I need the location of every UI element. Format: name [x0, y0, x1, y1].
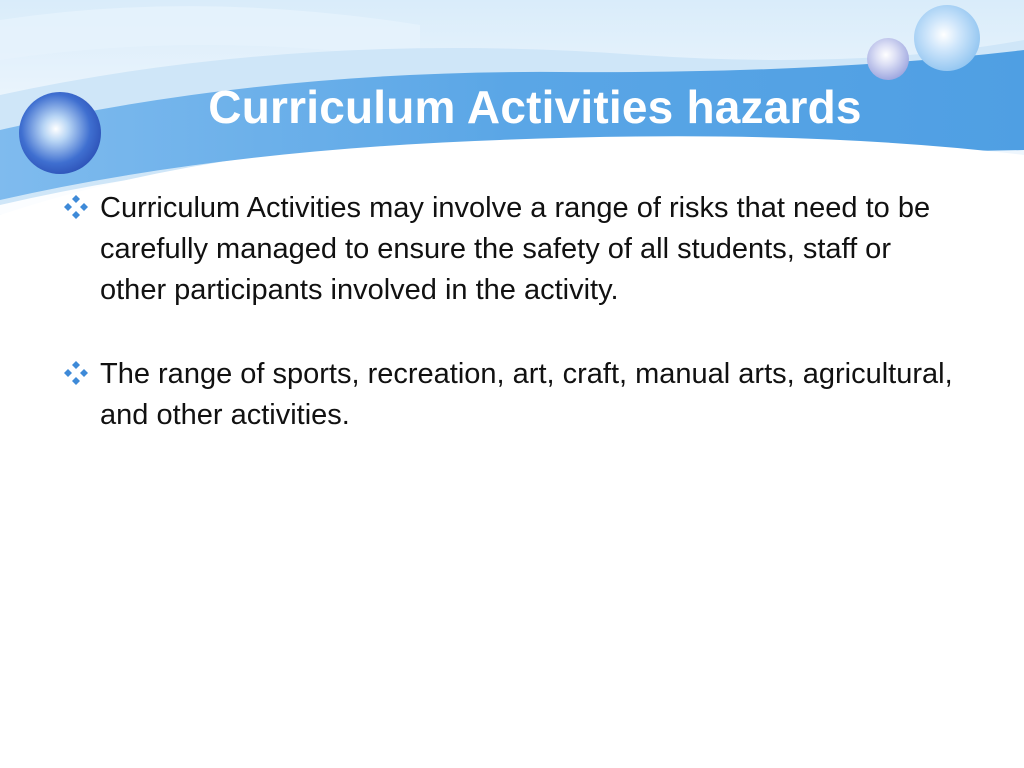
bullet-list: [60, 188, 960, 479]
bullet-item: [60, 354, 960, 436]
diamond-bullet-icon: [62, 359, 90, 387]
slide-title: Curriculum Activities hazards: [208, 81, 862, 133]
bullet-text: Curriculum Activities may involve a range of risks that need to be carefully managed to ensure the safety of all students, staff or other participants involved in the activity.: [100, 192, 931, 306]
bullet-text: The range of sports, recreation, art, craft, manual arts, agricultural, and other activities.: [100, 358, 953, 431]
bullet-item: [60, 188, 960, 311]
diamond-bullet-icon: [62, 193, 90, 221]
